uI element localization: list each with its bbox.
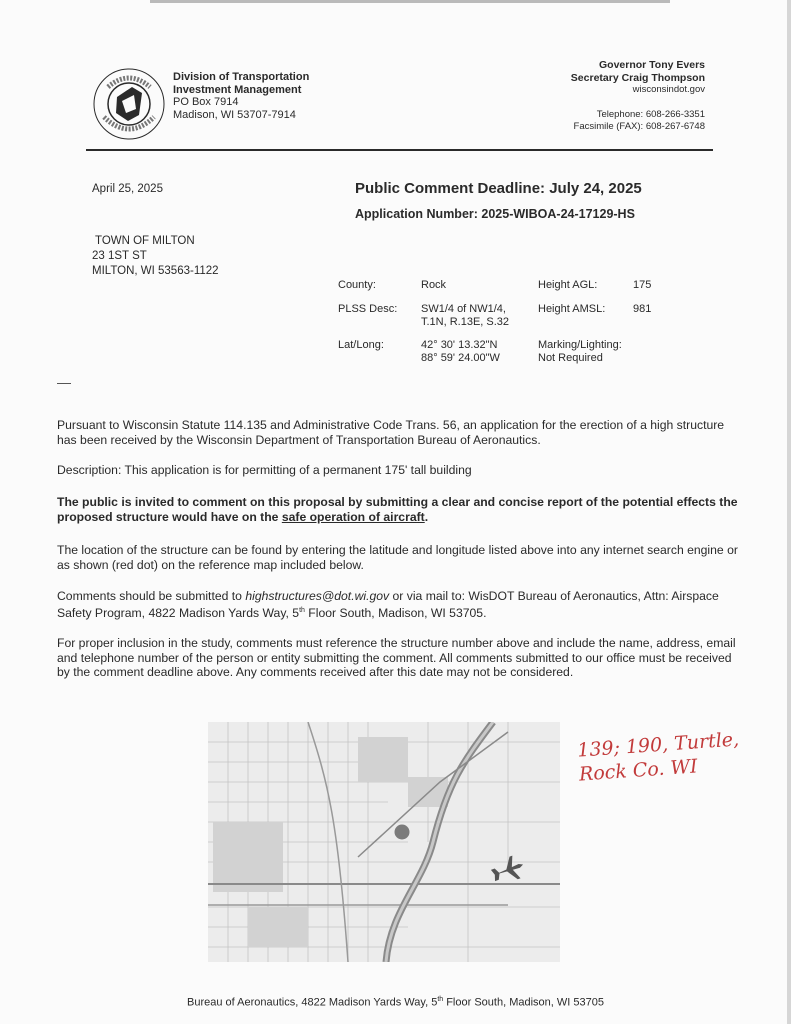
location-paragraph: The location of the structure can be found by entering the latitude and longitude listed above into any internet search engine or as shown (red dot) on the reference map included below. [57,543,738,572]
wisdot-seal-logo [92,67,166,141]
handwritten-line: 139; 190, Turtle, [576,728,740,762]
submission-paragraph [57,589,741,620]
recipient-line: 23 1ST ST [92,250,147,262]
fax: Facsimile (FAX): 608-267-6748 [573,121,705,132]
email-link[interactable]: highstructures@dot.wi.gov [245,589,390,603]
plss-value [421,303,509,329]
secretary-name: Secretary Craig Thompson [570,71,705,84]
inclusion-paragraph: For proper inclusion in the study, comments must reference the structure number above and include the name, address, email and telephone number of the person or entity submitting the comment. All comments submitted to our office must be received by the comment deadline above. Any comments received after this date may not be considered. [57,636,736,679]
footer-text: Bureau of Aeronautics, 4822 Madison Yards Way, 5 [187,996,438,1009]
submission-text: Floor South, Madison, WI 53705. [304,605,487,620]
longitude: 88° 59' 24.00"W [421,352,500,364]
amsl-label: Height AMSL: [538,303,606,315]
telephone: Telephone: 608-266-3351 [596,108,705,120]
latlong-value [421,339,500,365]
invitation-text: The public is invited to comment on this proposal by submitting a clear and concise report of the potential effects the proposed structure would have on the [57,495,738,524]
handwritten-note [577,727,742,786]
public-invitation-paragraph [57,495,741,524]
amsl-value: 981 [633,303,652,315]
footer-text: Floor South, Madison, WI 53705 [443,996,604,1009]
org-name-line2: Investment Management [173,83,302,96]
invitation-period: . [424,509,429,524]
dash-mark [57,383,71,384]
recipient-line: MILTON, WI 53563-1122 [92,265,219,277]
superscript: th [437,996,444,1003]
officials-block [571,59,705,134]
handwritten-line: Rock Co. WI [578,755,699,786]
plss-line: T.1N, R.13E, S.32 [421,316,510,328]
recipient-address [92,234,219,279]
reference-map [208,722,560,962]
marking-block [538,339,622,365]
org-city: Madison, WI 53707-7914 [173,108,296,121]
page-footer [0,996,791,1009]
marking-value: Not Required [538,352,603,364]
statute-paragraph: Pursuant to Wisconsin Statute 114.135 and Administrative Code Trans. 56, an application for the erection of a high structure has been received by the Wisconsin Department of Transportation Bureau of Aeronautics. [57,418,725,447]
page-edge [787,0,791,1024]
agl-label: Height AGL: [538,279,598,291]
structure-location-dot [395,825,410,840]
safe-operation-text: safe operation of aircraft [281,509,425,524]
county-label: County: [338,279,376,291]
scan-artifact [150,0,670,3]
comment-deadline-title: Public Comment Deadline: July 24, 2025 [355,180,642,197]
letter-date: April 25, 2025 [92,183,163,195]
submission-text: or via mail to: WisDOT Bureau of Aeronautics, Attn: Airspace Safety Program, 4822 Madison Yards Way, 5 [57,589,719,620]
recipient-line: TOWN OF MILTON [95,235,195,247]
agl-value: 175 [633,279,652,291]
latitude: 42° 30' 13.32"N [421,339,498,351]
marking-label: Marking/Lighting: [538,339,622,351]
superscript: th [299,606,305,614]
plss-line: SW1/4 of NW1/4, [421,303,506,315]
application-number: Application Number: 2025-WIBOA-24-17129-HS [355,207,635,221]
submission-text: Comments should be submitted to [57,589,246,603]
plss-label: PLSS Desc: [338,303,398,315]
org-name-line1: Division of Transportation [173,71,310,83]
county-value: Rock [421,279,447,291]
header-divider [86,149,713,151]
org-po-box: PO Box 7914 [173,96,239,108]
website-link[interactable]: wisconsindot.gov [632,84,705,95]
latlong-label: Lat/Long: [338,339,384,351]
description-paragraph: Description: This application is for permitting of a permanent 175' tall building [57,463,472,477]
org-address-block [173,71,309,121]
governor-name: Governor Tony Evers [598,59,705,71]
